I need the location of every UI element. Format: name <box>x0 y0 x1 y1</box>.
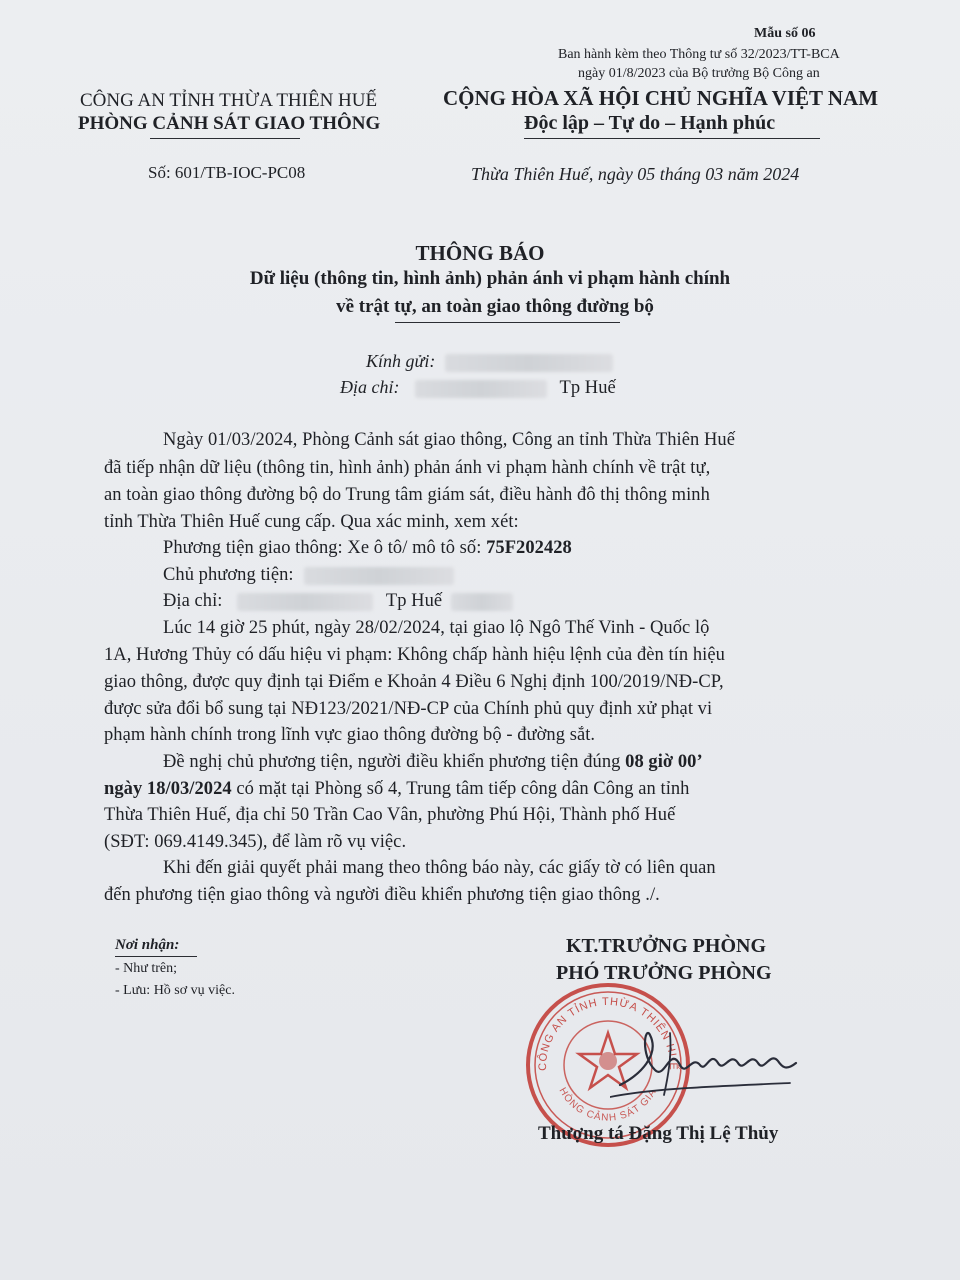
recipient-item: - Như trên; <box>115 961 178 976</box>
handwritten-signature <box>610 1015 810 1115</box>
signer-name: Thượng tá Đặng Thị Lệ Thủy <box>538 1123 779 1144</box>
appointment-time: 08 giờ 00’ <box>625 752 703 772</box>
place-date: Thừa Thiên Huế, ngày 05 tháng 03 năm 2024 <box>471 164 800 184</box>
redacted-address <box>415 380 547 398</box>
recipients-title: Nơi nhận: <box>115 937 180 953</box>
addressee-line <box>366 351 613 372</box>
redacted-owner-address <box>237 593 373 611</box>
country-name: CỘNG HÒA XÃ HỘI CHỦ NGHĨA VIỆT NAM <box>443 86 879 110</box>
address-label: Địa chỉ: <box>340 377 400 397</box>
p2-line-3: giao thông, được quy định tại Điểm e Khoản 4 Điều 6 Nghị định 100/2019/NĐ-CP, <box>104 672 724 692</box>
redacted-name <box>445 354 613 372</box>
recipient-item: - Lưu: Hồ sơ vụ việc. <box>115 983 235 998</box>
p1-line-1: Ngày 01/03/2024, Phòng Cảnh sát giao thông, Công an tỉnh Thừa Thiên Huế <box>163 430 735 450</box>
owner-address-line <box>163 591 513 612</box>
p2-line-2: 1A, Hương Thủy có dấu hiệu vi phạm: Không chấp hành hiệu lệnh của đèn tín hiệu <box>104 645 725 665</box>
p4-line-2: đến phương tiện giao thông và người điều khiển phương tiện giao thông ./. <box>104 885 660 905</box>
vehicle-label: Phương tiện giao thông: Xe ô tô/ mô tô số: <box>163 538 482 558</box>
seal-bottom-text: HÒNG CẢNH SÁT GIA <box>556 1085 659 1124</box>
agency-name: PHÒNG CẢNH SÁT GIAO THÔNG <box>78 113 381 134</box>
owner-label: Chủ phương tiện: <box>163 565 294 585</box>
seal-top-text: CÔNG AN TỈNH THỪA THIÊN HUẾ <box>536 995 680 1071</box>
document-subtitle-2: về trật tự, an toàn giao thông đường bộ <box>336 296 654 317</box>
p3-line-1-text: Đề nghị chủ phương tiện, người điều khiển phương tiện đúng <box>163 752 621 772</box>
p2-line-4: được sửa đổi bổ sung tại NĐ123/2021/NĐ-CP của Chính phủ quy định xử phạt vi <box>104 699 713 719</box>
p3-line-2 <box>104 779 689 800</box>
motto: Độc lập – Tự do – Hạnh phúc <box>524 112 776 134</box>
p2-line-5: phạm hành chính trong lĩnh vực giao thông đường bộ - đường sắt. <box>104 725 596 745</box>
p3-line-4: (SĐT: 069.4149.345), để làm rõ vụ việc. <box>104 832 407 852</box>
p3-line-1 <box>163 752 703 773</box>
p1-line-3: an toàn giao thông đường bộ do Trung tâm giám sát, điều hành đô thị thông minh <box>104 485 710 505</box>
signer-role-1: KT.TRƯỞNG PHÒNG <box>566 935 766 957</box>
owner-address-city: Tp Huế <box>385 591 443 611</box>
redacted-owner-address-tail <box>451 593 513 611</box>
issued-date: ngày 01/8/2023 của Bộ trưởng Bộ Công an <box>578 66 820 81</box>
p1-line-2: đã tiếp nhận dữ liệu (thông tin, hình ảnh) phản ánh vi phạm hành chính về trật tự, <box>104 458 711 478</box>
signature-graphic <box>610 1015 810 1115</box>
addressee-address-line <box>340 377 616 399</box>
form-number: Mẫu số 06 <box>754 26 816 41</box>
document-subtitle-1: Dữ liệu (thông tin, hình ảnh) phản ánh vi phạm hành chính <box>249 268 731 289</box>
document-title: THÔNG BÁO <box>415 241 545 265</box>
p3-line-2-text: có mặt tại Phòng số 4, Trung tâm tiếp công dân Công an tỉnh <box>236 779 690 799</box>
recipients-underline <box>115 956 197 957</box>
p4-line-1: Khi đến giải quyết phải mang theo thông báo này, các giấy tờ có liên quan <box>163 858 716 878</box>
document-number: Số: 601/TB-IOC-PC08 <box>148 163 306 182</box>
owner-line <box>163 565 454 586</box>
issued-with: Ban hành kèm theo Thông tư số 32/2023/TT-BCA <box>558 47 840 62</box>
redacted-owner <box>304 567 454 585</box>
to-label: Kính gửi: <box>366 351 436 371</box>
p3-line-3: Thừa Thiên Huế, địa chỉ 50 Trần Cao Vân, phường Phú Hội, Thành phố Huế <box>104 805 676 825</box>
address-city: Tp Huế <box>559 378 616 398</box>
appointment-date: ngày 18/03/2024 <box>104 779 232 799</box>
motto-underline <box>524 138 820 139</box>
owner-address-label: Địa chỉ: <box>163 591 223 611</box>
vehicle-line <box>163 538 572 559</box>
plate-number: 75F202428 <box>486 538 572 558</box>
p1-line-4: tỉnh Thừa Thiên Huế cung cấp. Qua xác minh, xem xét: <box>104 512 519 532</box>
subtitle-underline <box>395 322 620 323</box>
signer-role-2: PHÓ TRƯỞNG PHÒNG <box>556 962 772 984</box>
p2-line-1: Lúc 14 giờ 25 phút, ngày 28/02/2024, tại giao lộ Ngô Thế Vinh - Quốc lộ <box>163 618 710 638</box>
agency-underline <box>150 138 300 139</box>
agency-parent: CÔNG AN TỈNH THỪA THIÊN HUẾ <box>80 90 378 111</box>
